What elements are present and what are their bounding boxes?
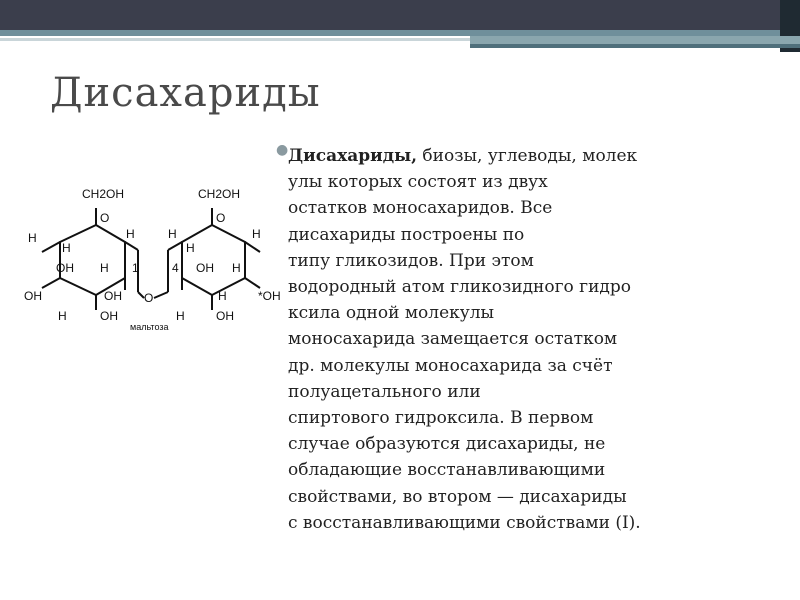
text-line-7: ксила одной молекулы bbox=[288, 303, 495, 324]
right-label-7: *OH bbox=[258, 289, 281, 303]
left-label-10: 1 bbox=[132, 261, 139, 275]
text-line-1 bbox=[288, 143, 758, 169]
text-line-4: дисахариды построены по bbox=[288, 224, 525, 245]
text-line-12: случае образуются дисахариды, не bbox=[288, 434, 606, 455]
left-label-9: OH bbox=[104, 289, 122, 303]
text-line-11: спиртового гидроксила. В первом bbox=[288, 408, 594, 429]
text-line-1-rest: биозы, углеводы, молек bbox=[417, 146, 638, 166]
left-label-6: H bbox=[100, 261, 109, 275]
left-ring-oxygen: O bbox=[100, 211, 110, 225]
right-label-10: H bbox=[218, 289, 227, 303]
text-line-3: остатков моносахаридов. Все bbox=[288, 198, 553, 219]
left-label-5: OH bbox=[56, 261, 74, 275]
left-label-3: H bbox=[126, 227, 135, 241]
right-label-5: OH bbox=[196, 261, 214, 275]
left-label-8: H bbox=[58, 309, 67, 323]
text-line-2: улы которых состоят из двух bbox=[288, 172, 548, 193]
right-label-9: OH bbox=[216, 309, 234, 323]
right-ring-oxygen: O bbox=[216, 211, 226, 225]
slide-title: Дисахариды bbox=[50, 70, 321, 116]
left-label-2: H bbox=[62, 241, 71, 255]
header-stripe-light bbox=[0, 38, 470, 41]
left-label-4: OH bbox=[24, 289, 42, 303]
header-stripe-right bbox=[470, 36, 800, 44]
left-label-1: H bbox=[28, 231, 37, 245]
text-line-13: обладающие восстанавливающими bbox=[288, 460, 606, 481]
text-line-9: др. молекулы моносахарида за счёт bbox=[288, 355, 613, 376]
bridge-oxygen: O bbox=[144, 291, 154, 305]
text-line-8: моносахарида замещается остатком bbox=[288, 329, 618, 350]
right-label-2: H bbox=[186, 241, 195, 255]
right-label-1: H bbox=[168, 227, 177, 241]
left-ch2oh-label: CH2OH bbox=[82, 187, 125, 201]
text-line-6: водородный атом гликозидного гидро bbox=[288, 277, 631, 298]
header-stripe-right-dark bbox=[470, 44, 800, 48]
right-label-3: 4 bbox=[172, 261, 179, 275]
text-line-5: типу гликозидов. При этом bbox=[288, 250, 534, 271]
left-label-7: OH bbox=[100, 309, 118, 323]
text-line-15: с восстанавливающими свойствами (I). bbox=[288, 512, 641, 533]
text-line-14: свойствами, во втором — дисахариды bbox=[288, 486, 627, 507]
maltose-structure-diagram bbox=[20, 180, 300, 355]
right-label-8: H bbox=[176, 309, 185, 323]
header-band bbox=[0, 0, 780, 30]
right-ch2oh-label: CH2OH bbox=[198, 187, 241, 201]
diagram-caption: мальтоза bbox=[130, 322, 169, 332]
right-label-4: H bbox=[252, 227, 261, 241]
right-label-6: H bbox=[232, 261, 241, 275]
bullet-icon: ● bbox=[276, 142, 289, 158]
bold-lead: Дисахариды, bbox=[288, 146, 418, 166]
text-line-10: полуацетального или bbox=[288, 381, 481, 402]
body-text bbox=[288, 143, 758, 536]
